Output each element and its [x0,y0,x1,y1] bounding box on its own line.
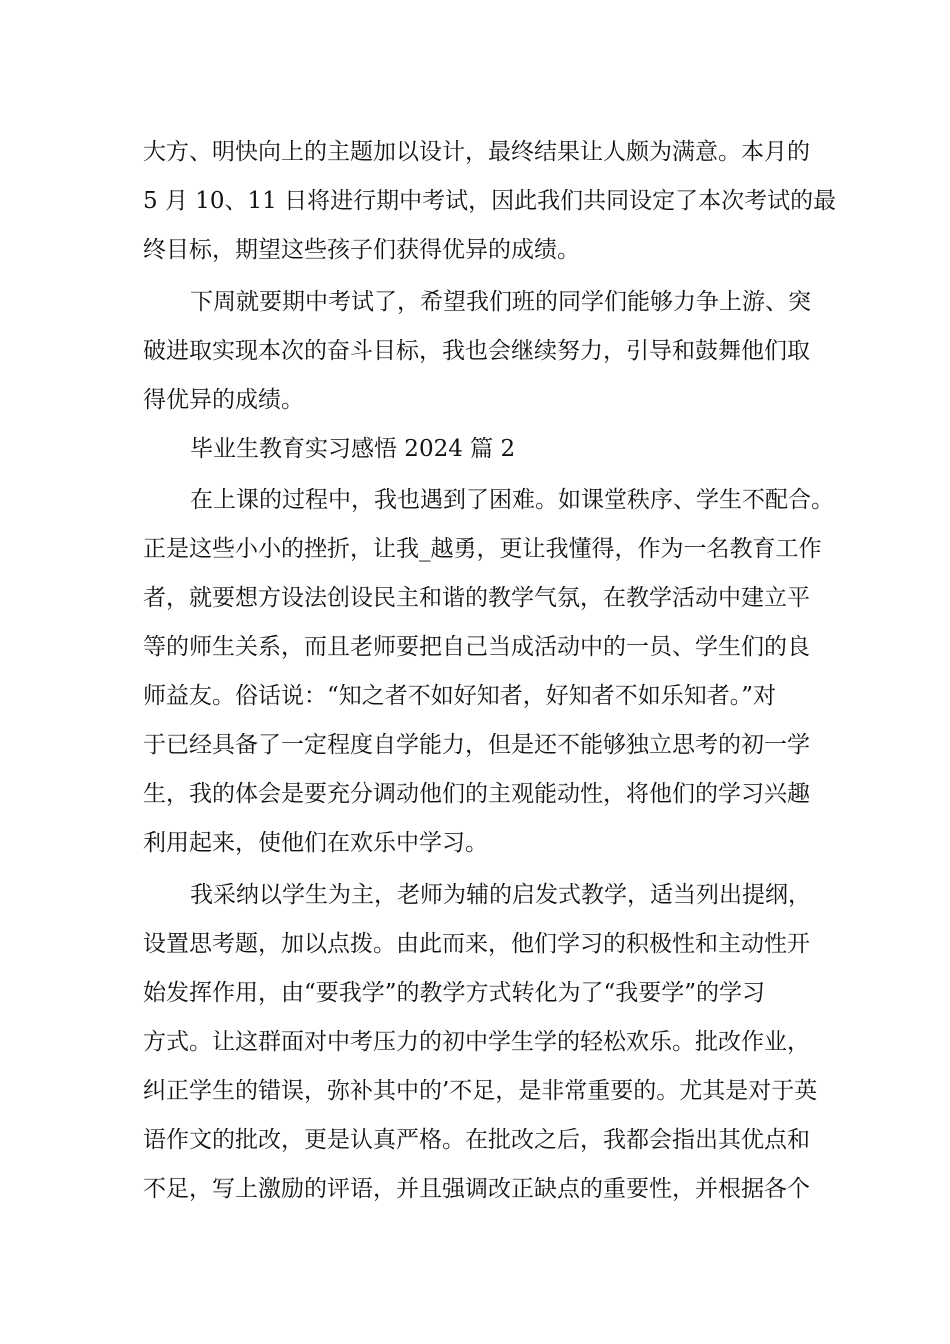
section-heading: 毕业生教育实习感悟 2024 篇 2 [190,436,516,462]
text-line: 下周就要期中考试了，希望我们班的同学们能够力争上游、突 [190,289,811,315]
text-line: 得优异的成绩。 [143,387,304,413]
text-line: 利用起来，使他们在欢乐中学习。 [143,830,488,856]
text-line: 设置思考题，加以点拨。由此而来，他们学习的积极性和主动性开 [143,931,810,957]
text-line: 于已经具备了一定程度自学能力，但是还不能够独立思考的初一学 [143,732,810,758]
text-line: 终目标，期望这些孩子们获得优异的成绩。 [143,237,580,263]
text-line: 我采纳以学生为主，老师为辅的启发式教学，适当列出提纲， [190,882,811,908]
text-line: 始发挥作用，由“要我学”的教学方式转化为了“我要学”的学习 [143,980,766,1006]
text-line: 生，我的体会是要充分调动他们的主观能动性，将他们的学习兴趣 [143,781,810,807]
text-line: 破进取实现本次的奋斗目标，我也会继续努力，引导和鼓舞他们取 [143,338,810,364]
text-line: 正是这些小小的挫折，让我_越勇，更让我懂得，作为一名教育工作 [143,536,822,562]
text-line: 方式。让这群面对中考压力的初中学生学的轻松欢乐。批改作业， [143,1029,810,1055]
text-line: 大方、明快向上的主题加以设计，最终结果让人颇为满意。本月的 [143,139,810,165]
text-line: 语作文的批改，更是认真严格。在批改之后，我都会指出其优点和 [143,1127,810,1153]
text-line: 等的师生关系，而且老师要把自己当成活动中的一员、学生们的良 [143,634,810,660]
text-line: 在上课的过程中，我也遇到了困难。如课堂秩序、学生不配合。 [190,487,834,513]
text-line: 师益友。俗话说：“知之者不如好知者，好知者不如乐知者。”对 [143,683,777,709]
text-line: 纠正学生的错误，弥补其中的’不足，是非常重要的。尤其是对于英 [143,1078,818,1104]
text-line: 者，就要想方设法创设民主和谐的教学气氛，在教学活动中建立平 [143,585,810,611]
text-line: 不足，写上激励的评语，并且强调改正缺点的重要性，并根据各个 [143,1176,810,1202]
text-line: 5 月 10、11 日将进行期中考试，因此我们共同设定了本次考试的最 [143,188,837,214]
